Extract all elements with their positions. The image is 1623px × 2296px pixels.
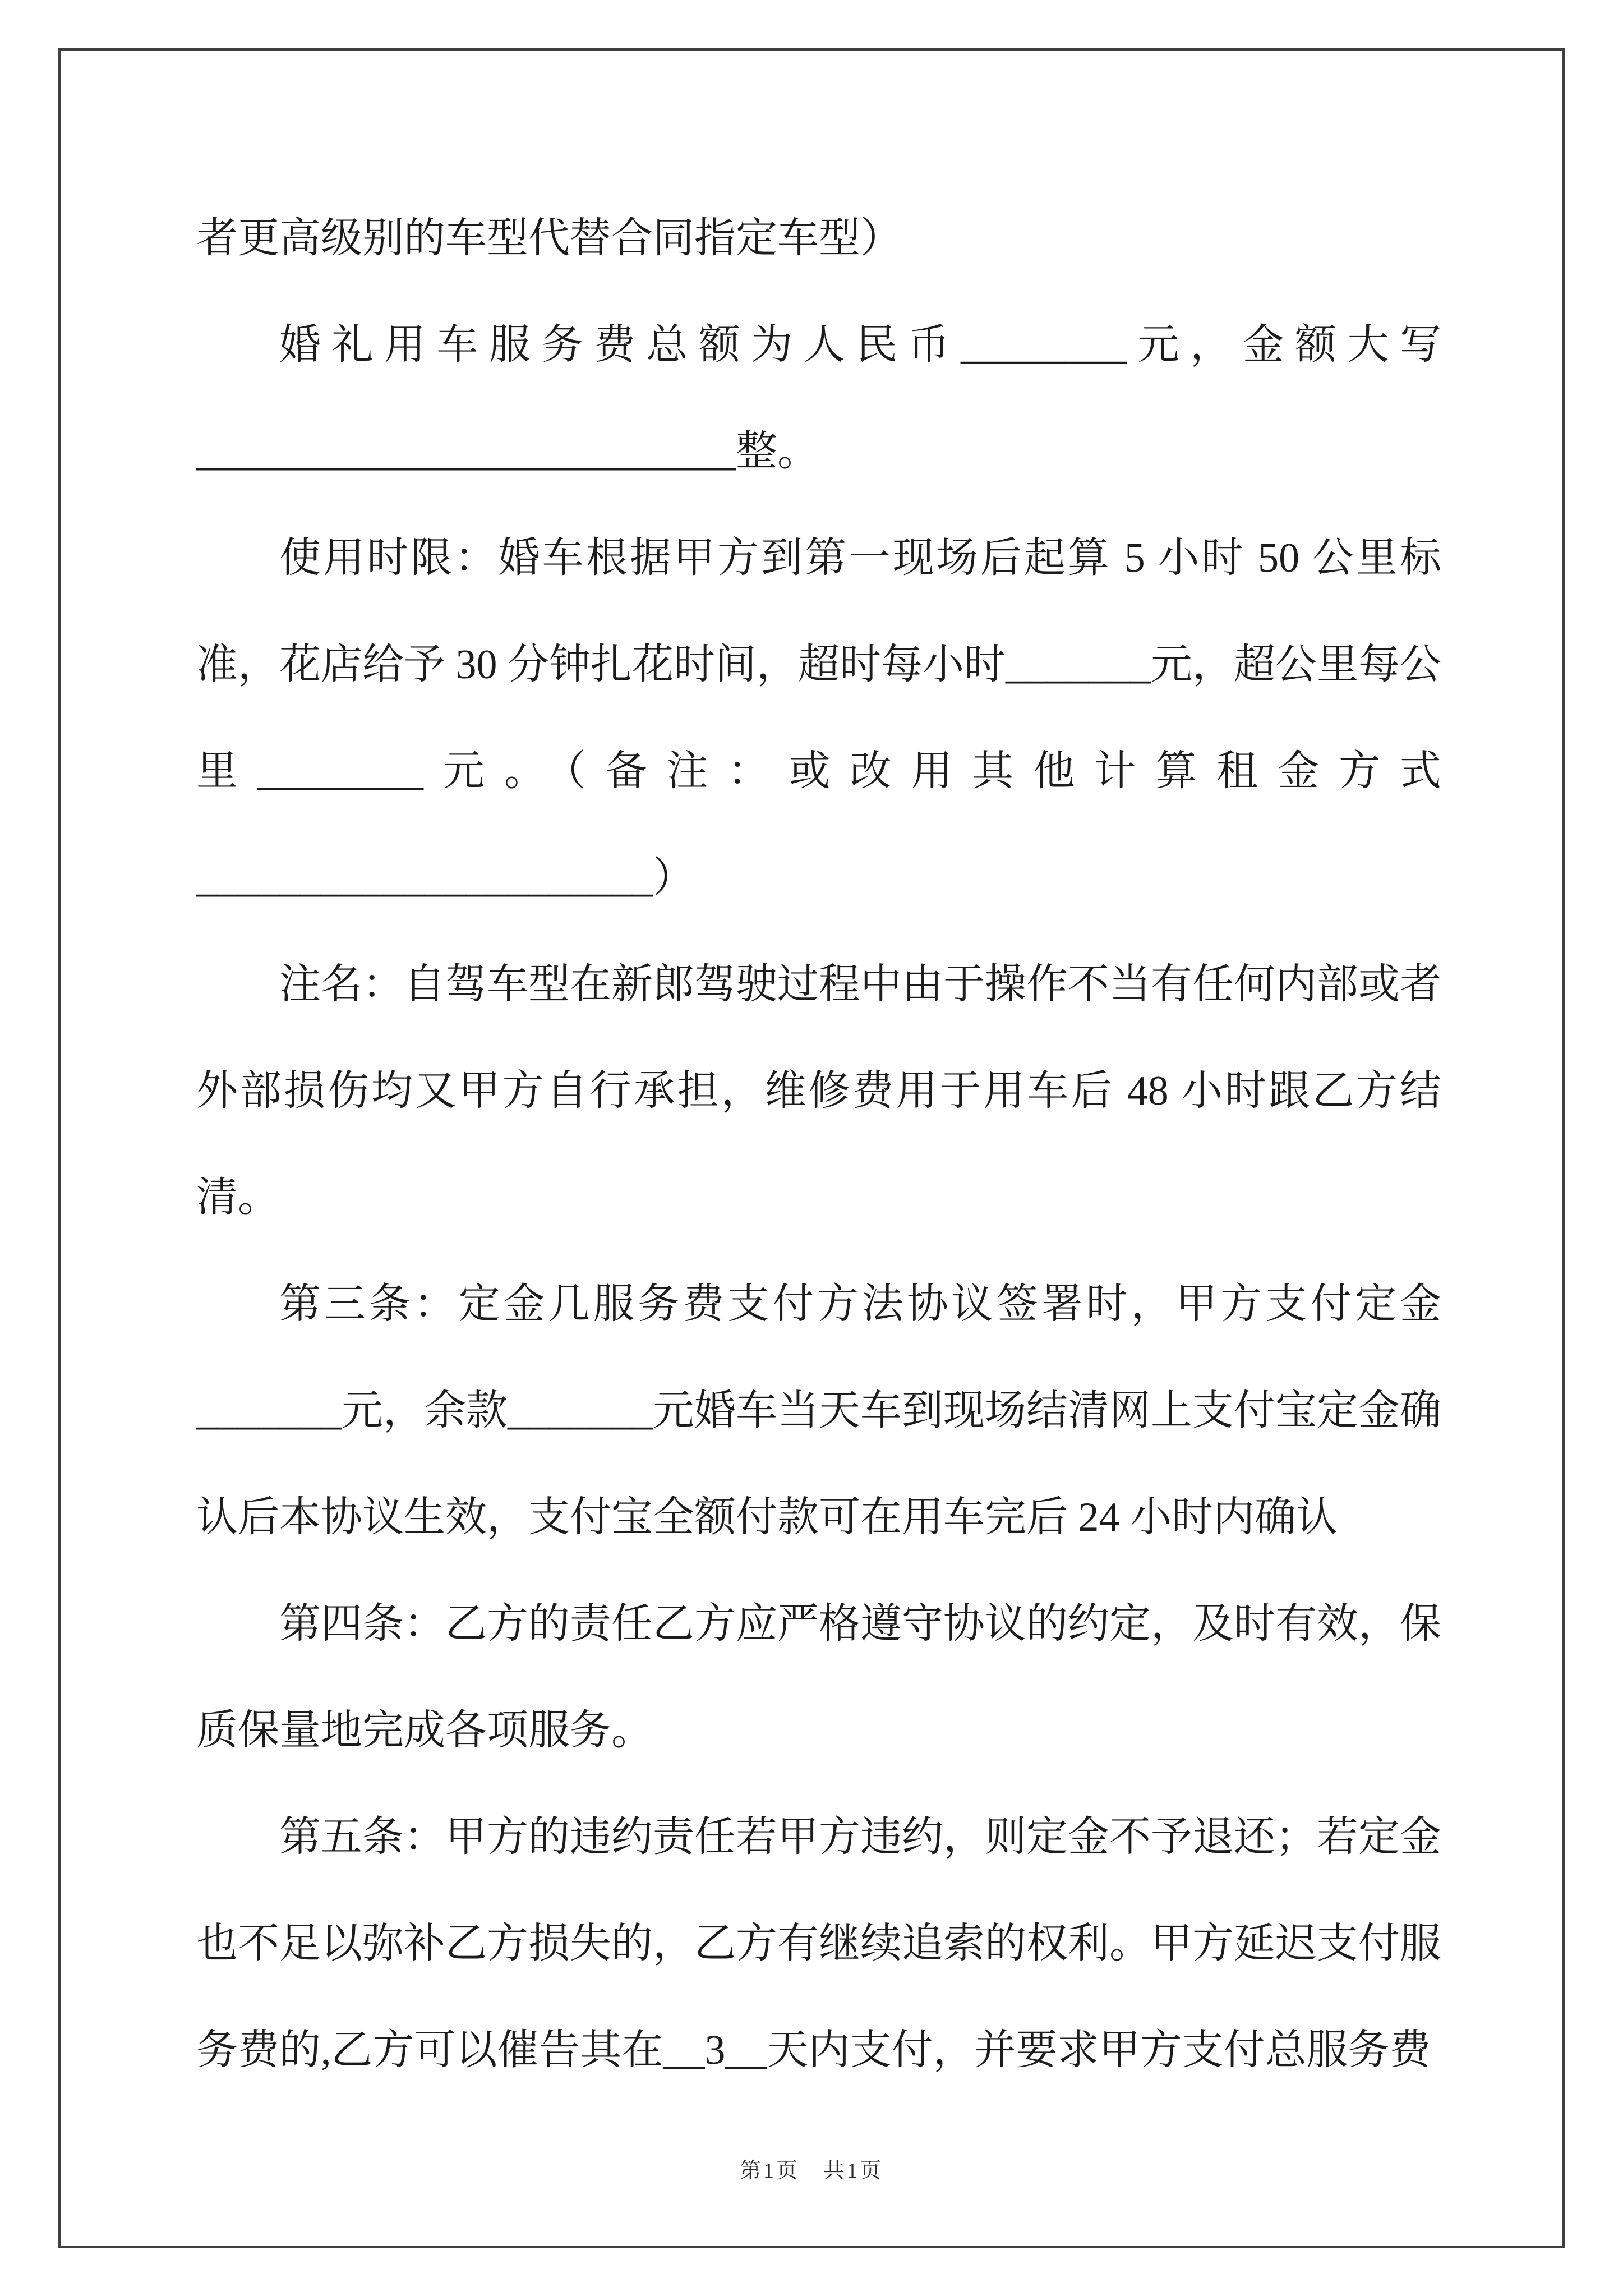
paragraph-note-self-drive: 注名：自驾车型在新郎驾驶过程中由于操作不当有任何内部或者外部损伤均又甲方自行承担，维修费用于用车后 48 小时跟乙方结清。 (196, 961, 1441, 1221)
paragraph-continuation: 者更高级别的车型代替合同指定车型） (196, 215, 902, 261)
paragraph-clause-5-party-a-breach: 第五条：甲方的违约责任若甲方违约，则定金不予退还；若定金也不足以弥补乙方损失的，乙方有继续追索的权利。甲方延迟支付服务费的,乙方可以催告其在__3__天内支付，并要求甲方支付总服务费 (196, 1814, 1441, 2073)
paragraph-usage-time-limit: 使用时限：婚车根据甲方到第一现场后起算 5 小时 50 公里标准，花店给予 30 分钟扎花时间，超时每小时_______元，超公里每公里________元。（备注：或改用其他计算租金方式______________________） (196, 535, 1441, 901)
paragraph-service-fee: 婚礼用车服务费总额为人民币________元，金额大写__________________________整。 (196, 322, 1441, 475)
paragraph-clause-4-party-b-duty: 第四条：乙方的责任乙方应严格遵守协议的约定，及时有效，保质保量地完成各项服务。 (196, 1601, 1441, 1754)
document-body (196, 185, 1441, 2104)
page-number-footer: 第1页 共1页 (739, 2159, 883, 2183)
paragraph-clause-3-deposit: 第三条：定金几服务费支付方法协议签署时，甲方支付定金_______元，余款_______元婚车当天车到现场结清网上支付宝定金确认后本协议生效，支付宝全额付款可在用车完后 24 小时内确认 (196, 1281, 1441, 1540)
